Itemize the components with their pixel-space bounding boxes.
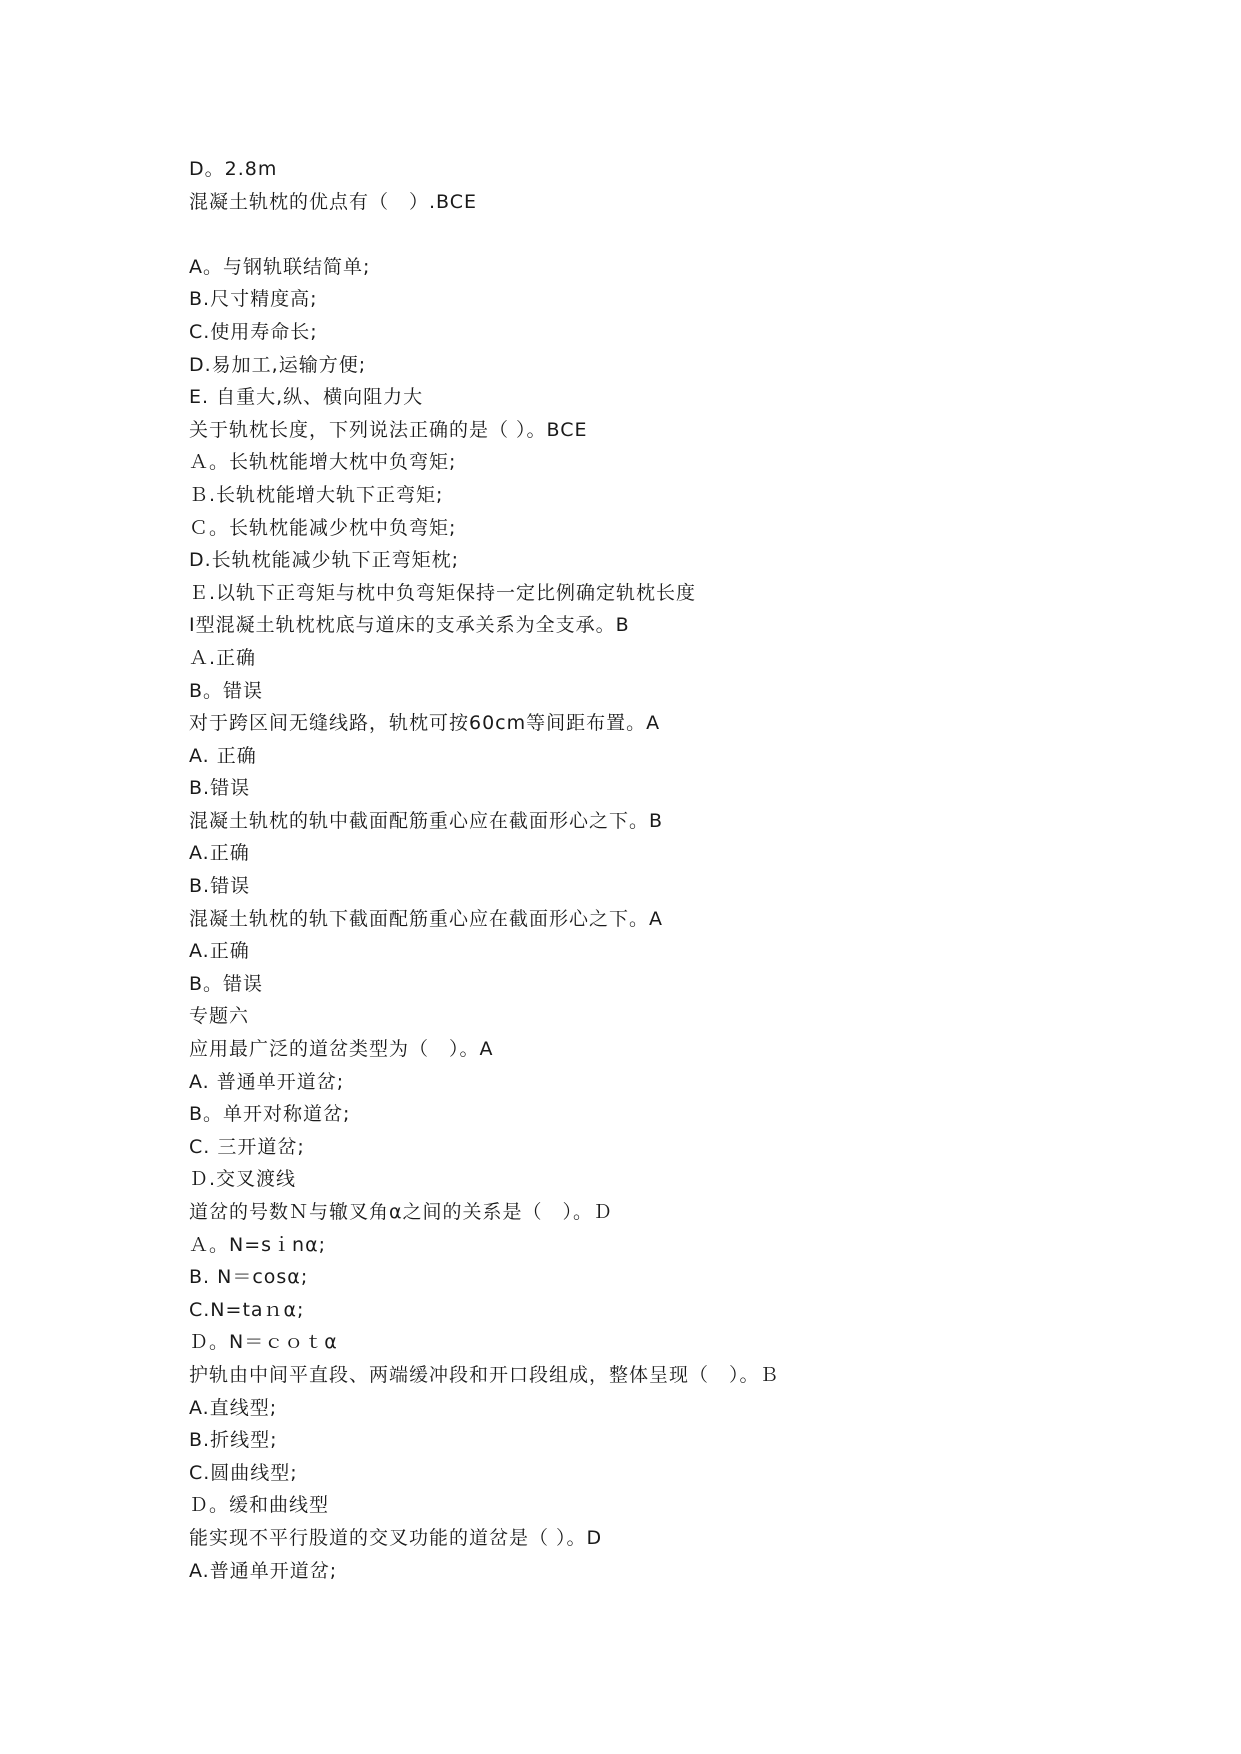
question-line: 应用最广泛的道岔类型为（ ）。A — [189, 1038, 494, 1061]
document-body — [189, 153, 1149, 1587]
option-line: A.普通单开道岔; — [189, 1559, 338, 1582]
option-line: Ａ.正确 — [189, 646, 257, 669]
option-line: A。与钢轨联结简单; — [189, 255, 371, 278]
question-line: 混凝土轨枕的轨下截面配筋重心应在截面形心之下。A — [189, 907, 663, 930]
option-line: Ｃ。长轨枕能减少枕中负弯矩; — [189, 516, 457, 539]
option-line: A.正确 — [189, 940, 250, 963]
option-line: A. 正确 — [189, 744, 257, 767]
option-line: C.使用寿命长; — [189, 320, 318, 343]
option-line: A. 普通单开道岔; — [189, 1070, 345, 1093]
option-line: B.折线型; — [189, 1429, 278, 1452]
option-line: Ｄ。缓和曲线型 — [189, 1494, 330, 1517]
question-line: 能实现不平行股道的交叉功能的道岔是（ ）。D — [189, 1526, 603, 1549]
option-line: A.正确 — [189, 842, 250, 865]
option-line: B。单开对称道岔; — [189, 1103, 351, 1126]
option-line: C.圆曲线型; — [189, 1461, 298, 1484]
option-line: Ｄ。N＝ｃｏｔα — [189, 1331, 338, 1354]
option-line: B.尺寸精度高; — [189, 288, 318, 311]
option-line: Ａ。N=sｉnα; — [189, 1233, 326, 1256]
question-line: 混凝土轨枕的轨中截面配筋重心应在截面形心之下。B — [189, 809, 664, 832]
question-line: 道岔的号数Ｎ与辙叉角α之间的关系是（ ）。Ｄ — [189, 1201, 614, 1223]
option-line: D.易加工,运输方便; — [189, 353, 367, 376]
option-line: Ｄ.交叉渡线 — [189, 1168, 297, 1191]
option-line: B. N＝cosα; — [189, 1266, 309, 1289]
option-line: C. 三开道岔; — [189, 1135, 305, 1158]
question-line: Ⅰ型混凝土轨枕枕底与道床的支承关系为全支承。B — [189, 614, 630, 637]
option-line: B.错误 — [189, 777, 251, 800]
option-line: B.错误 — [189, 875, 251, 898]
option-line: A.直线型; — [189, 1396, 278, 1419]
option-line: B。错误 — [189, 679, 264, 702]
question-line: 对于跨区间无缝线路，轨枕可按60cm等间距布置。A — [189, 712, 661, 735]
option-line: D.长轨枕能减少轨下正弯矩枕; — [189, 549, 460, 572]
option-line: B。错误 — [189, 972, 264, 995]
question-line: 关于轨枕长度，下列说法正确的是（ ）。BCE — [189, 418, 588, 441]
blank-line — [189, 218, 1149, 251]
option-line: E. 自重大,纵、横向阻力大 — [189, 386, 424, 409]
section-heading: 专题六 — [189, 1005, 250, 1028]
option-line: C.N=taｎα; — [189, 1298, 305, 1321]
question-line: 混凝土轨枕的优点有（ ）.BCE — [189, 190, 478, 213]
text-line: D。2.8m — [189, 158, 278, 180]
question-line: 护轨由中间平直段、两端缓冲段和开口段组成，整体呈现（ ）。Ｂ — [189, 1363, 780, 1386]
option-line: Ｅ.以轨下正弯矩与枕中负弯矩保持一定比例确定轨枕长度 — [189, 581, 697, 604]
option-line: Ｂ.长轨枕能增大轨下正弯矩; — [189, 483, 444, 506]
option-line: Ａ。长轨枕能增大枕中负弯矩; — [189, 451, 457, 474]
